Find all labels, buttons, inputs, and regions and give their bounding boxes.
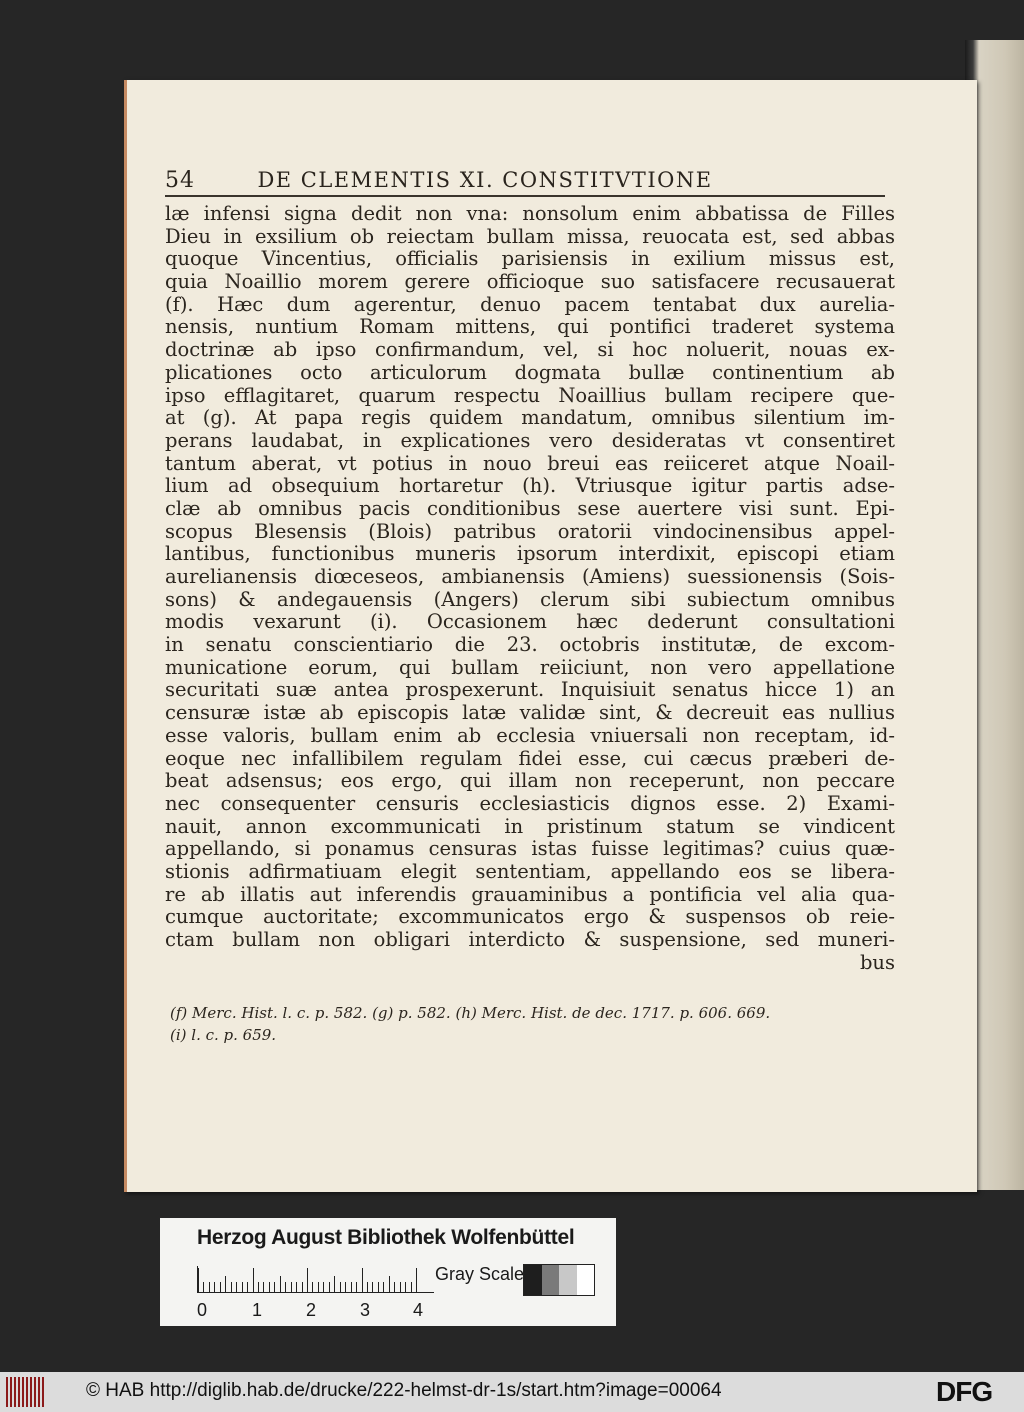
- ruler-tick: [383, 1282, 384, 1292]
- text-line: municatione eorum, qui bullam reiiciunt, non vero appellatione: [165, 655, 895, 679]
- ruler-tick: [405, 1282, 406, 1292]
- ruler-label: 2: [306, 1300, 317, 1320]
- ruler-tick: [362, 1268, 363, 1292]
- status-bar: [0, 1372, 1024, 1412]
- text-line: modis vexarunt (i). Occasionem hæc dederunt consultationi: [165, 610, 895, 634]
- ruler-label: 0: [197, 1300, 208, 1320]
- gray-swatch: [559, 1265, 577, 1295]
- color-calibration-card: [160, 1218, 616, 1326]
- text-line: cumque auctoritate; excommunicatos ergo & suspensos ob reie-: [165, 905, 895, 929]
- text-line: lantibus, functionibus muneris ipsorum interdixit, episcopi etiam: [165, 542, 895, 566]
- text-line: in senatu conscientiario die 23. octobris institutæ, de excom-: [165, 633, 895, 657]
- text-line: scopus Blesensis (Blois) patribus oratorii vindocinensibus appel-: [165, 519, 895, 543]
- ruler-tick: [334, 1276, 335, 1292]
- gray-scale-label: Gray Scale: [435, 1264, 525, 1284]
- ruler-tick: [312, 1282, 313, 1292]
- ruler-tick: [416, 1268, 417, 1292]
- gray-swatch: [524, 1265, 542, 1295]
- text-line: nec consequenter censuris ecclesiasticis dignos esse. 2) Exami-: [165, 791, 895, 815]
- text-line: esse valoris, bullam enim ab ecclesia vniuersali non receptam, id-: [165, 723, 895, 747]
- ruler-tick: [285, 1282, 286, 1292]
- text-line: læ infensi signa dedit non vna: nonsolum enim abbatissa de Filles: [165, 202, 895, 225]
- gray-swatch: [542, 1265, 560, 1295]
- ruler-tick: [411, 1282, 412, 1292]
- ruler-tick: [318, 1282, 319, 1292]
- text-line: at (g). At papa regis quidem mandatum, omnibus silentium im-: [165, 406, 895, 430]
- ruler-tick: [198, 1268, 199, 1292]
- text-line: ipso efflagitaret, quarum respectu Noaillius bullam recipere que-: [165, 383, 895, 407]
- ruler-label: 1: [252, 1300, 263, 1320]
- text-line: securitati suæ antea prospexerunt. Inquisiuit senatus hicce 1) an: [165, 678, 895, 702]
- text-line: quia Noaillio morem gerere officioque suo satisfacere recusauerat: [165, 270, 895, 294]
- text-line: bus: [859, 950, 895, 974]
- ruler-tick: [269, 1282, 270, 1292]
- text-line: aurelianensis diœceseos, ambianensis (Amiens) suessionensis (Sois-: [165, 565, 895, 588]
- ruler-tick: [351, 1282, 352, 1292]
- ruler-tick: [345, 1282, 346, 1292]
- ruler-tick: [394, 1282, 395, 1292]
- text-line: appellando, si ponamus censuras istas fuisse legitimas? cuius quæ-: [165, 837, 895, 861]
- footnote-line: (f) Merc. Hist. l. c. p. 582. (g) p. 582. (h) Merc. Hist. de dec. 1717. p. 606. 669.: [170, 1004, 771, 1022]
- text-line: tantum aberat, vt potius in nouo breui eas reiiceret atque Noail-: [165, 451, 895, 475]
- ruler-tick: [323, 1282, 324, 1292]
- dfg-logo: DFG: [936, 1376, 993, 1407]
- body-text: [165, 203, 895, 974]
- ruler-tick: [220, 1282, 221, 1292]
- text-line: lium ad obsequium hortaretur (h). Vtriusque igitur partis adse-: [165, 474, 895, 498]
- ruler-tick: [372, 1282, 373, 1292]
- ruler-tick: [389, 1276, 390, 1292]
- text-line: plicationes octo articulorum dogmata bullæ continentium ab: [165, 360, 895, 384]
- footnotes: [170, 1002, 890, 1046]
- text-line: doctrinæ ab ipso confirmandum, vel, si hoc noluerit, nouas ex-: [165, 338, 895, 362]
- ruler-tick: [274, 1282, 275, 1292]
- ruler-tick: [209, 1282, 210, 1292]
- text-line: eoque nec infallibilem regulam fidei esse, cui cæcus præberi de-: [165, 746, 895, 770]
- text-line: nauit, annon excommunicati in pristinum statum se vindicent: [165, 814, 895, 838]
- ruler-tick: [340, 1282, 341, 1292]
- ruler-tick: [247, 1282, 248, 1292]
- ruler-label: 3: [360, 1300, 371, 1320]
- header-rule: [165, 195, 885, 197]
- ruler-tick: [231, 1282, 232, 1292]
- card-title: Herzog August Bibliothek Wolfenbüttel: [197, 1226, 575, 1249]
- text-line: clæ ab omnibus pacis conditionibus sese auertere visi sunt. Epi-: [165, 496, 895, 520]
- text-line: sons) & andegauensis (Angers) clerum sibi subiectum omnibus: [165, 587, 895, 611]
- text-line: censuræ istæ ab episcopis latæ validæ sint, & decreuit eas nullius: [165, 701, 895, 725]
- text-line: nensis, nuntium Romam mittens, qui pontifici traderet systema: [165, 315, 895, 339]
- hab-barcode-icon: [6, 1377, 46, 1407]
- text-line: ctam bullam non obligari interdicto & suspensione, sed muneri-: [165, 928, 895, 951]
- ruler-tick: [263, 1282, 264, 1292]
- ruler-tick: [302, 1282, 303, 1292]
- ruler-tick: [291, 1282, 292, 1292]
- ruler-tick: [400, 1282, 401, 1292]
- text-line: re ab illatis aut inferendis grauaminibus a pontificia vel alia qua-: [165, 882, 895, 906]
- text-line: (f). Hæc dum agerentur, denuo pacem tentabat dux aurelia-: [165, 292, 895, 316]
- ruler-tick: [367, 1282, 368, 1292]
- text-line: quoque Vincentius, officialis parisiensis in exilium missus est,: [165, 247, 895, 271]
- ruler-tick: [356, 1282, 357, 1292]
- text-line: perans laudabat, in explicationes vero desideratas vt consentiret: [165, 428, 895, 452]
- text-line: beat adsensus; eos ergo, qui illam non receperunt, non peccare: [165, 769, 895, 793]
- ruler-tick: [203, 1282, 204, 1292]
- footnote-line: (i) l. c. p. 659.: [170, 1026, 277, 1044]
- ruler-label: 4: [413, 1300, 424, 1320]
- ruler-tick: [378, 1282, 379, 1292]
- gray-swatch: [577, 1265, 595, 1295]
- copyright-url[interactable]: © HAB http://diglib.hab.de/drucke/222-helmst-dr-1s/start.htm?image=00064: [86, 1380, 722, 1401]
- ruler-tick: [329, 1282, 330, 1292]
- running-head: DE CLEMENTIS XI. CONSTITVTIONE: [257, 168, 713, 192]
- ruler-tick: [258, 1282, 259, 1292]
- text-line: Dieu in exsilium ob reiectam bullam missa, reuocata est, sed abbas: [165, 224, 895, 248]
- page-header: [165, 168, 885, 194]
- ruler-tick: [253, 1268, 254, 1292]
- ruler-tick: [225, 1276, 226, 1292]
- text-line: stionis adfirmatiuam elegit sententiam, appellando eos se libera-: [165, 859, 895, 883]
- ruler-tick: [242, 1282, 243, 1292]
- page-number: 54: [165, 168, 195, 193]
- ruler-tick: [236, 1282, 237, 1292]
- ruler-tick: [280, 1276, 281, 1292]
- gray-scale-swatches: [523, 1264, 595, 1296]
- ruler-tick: [296, 1282, 297, 1292]
- ruler-tick: [214, 1282, 215, 1292]
- measurement-ruler: [197, 1266, 434, 1293]
- ruler-tick: [307, 1268, 308, 1292]
